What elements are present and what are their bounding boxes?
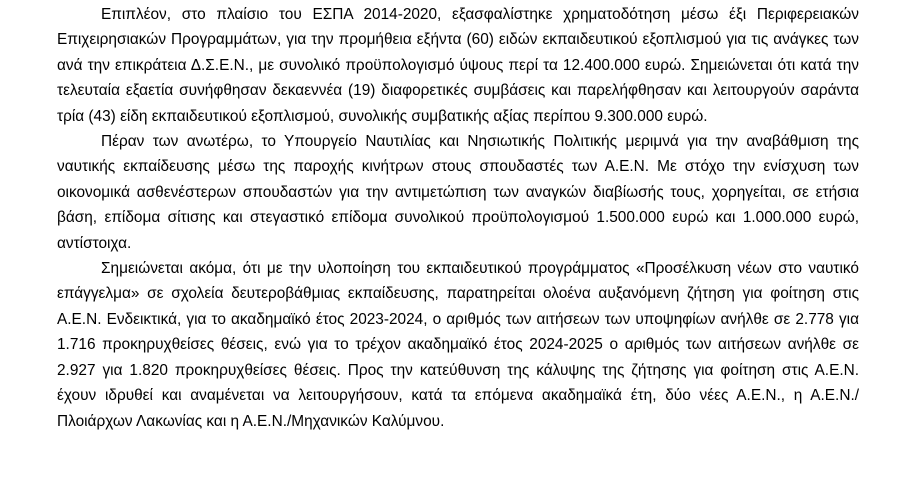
paragraph-funding: Επιπλέον, στο πλαίσιο του ΕΣΠΑ 2014-2020, εξασφαλίστηκε χρηματοδότηση μέσω έξι Περιφερειακών Επιχειρησιακών Προγραμμάτων, για την προμήθεια εξήντα (60) ειδών εκπαιδευτικού εξοπλισμού για τις ανάγκες των ανά την επικράτεια Δ.Σ.Ε.Ν., με συνολικό προϋπολογισμό ύψους περί τα 12.400.000 ευρώ. Σημειώνεται ότι κατά την τελευταία εξαετία συνήφθησαν δεκαεννέα (19) διαφορετικές συμβάσεις και παρελήφθησαν και λειτουργούν σαράντα τρία (43) είδη εκπαιδευτικού εξοπλισμού, συνολικής συμβατικής αξίας περίπου 9.300.000 ευρώ. <box>57 6 859 125</box>
paragraph-incentives: Πέραν των ανωτέρω, το Υπουργείο Ναυτιλίας και Νησιωτικής Πολιτικής μεριμνά για την αναβάθμιση της ναυτικής εκπαίδευσης μέσω της παροχής κινήτρων στους σπουδαστές των Α.Ε.Ν. Με στόχο την ενίσχυση των οικονομικά ασθενέστερων σπουδαστών για την αντιμετώπιση των αναγκών διαβίωσής τους, χορηγείται, σε ετήσια βάση, επίδομα σίτισης και στεγαστικό επίδομα συνολικού προϋπολογισμού 1.500.000 ευρώ και 1.000.000 ευρώ, αντίστοιχα. <box>57 133 859 252</box>
document-page <box>57 2 859 434</box>
paragraph-demand: Σημειώνεται ακόμα, ότι με την υλοποίηση του εκπαιδευτικού προγράμματος «Προσέλκυση νέων στο ναυτικό επάγγελμα» σε σχολεία δευτεροβάθμιας εκπαίδευσης, παρατηρείται ολοένα αυξανόμενη ζήτηση για φοίτηση στις Α.Ε.Ν. Ενδεικτικά, για το ακαδημαϊκό έτος 2023-2024, ο αριθμός των αιτήσεων των υποψηφίων ανήλθε σε 2.778 για 1.716 προκηρυχθείσες θέσεις, ενώ για το τρέχον ακαδημαϊκό έτος 2024-2025 ο αριθμός των αιτήσεων ανήλθε σε 2.927 για 1.820 προκηρυχθείσες θέσεις. Προς την κατεύθυνση της κάλυψης της ζήτησης για φοίτηση στις Α.Ε.Ν. έχουν ιδρυθεί και αναμένεται να λειτουργήσουν, κατά τα επόμενα ακαδημαϊκά έτη, δύο νέες Α.Ε.Ν., η Α.Ε.Ν./Πλοιάρχων Λακωνίας και η Α.Ε.Ν./Μηχανικών Καλύμνου. <box>57 260 859 430</box>
